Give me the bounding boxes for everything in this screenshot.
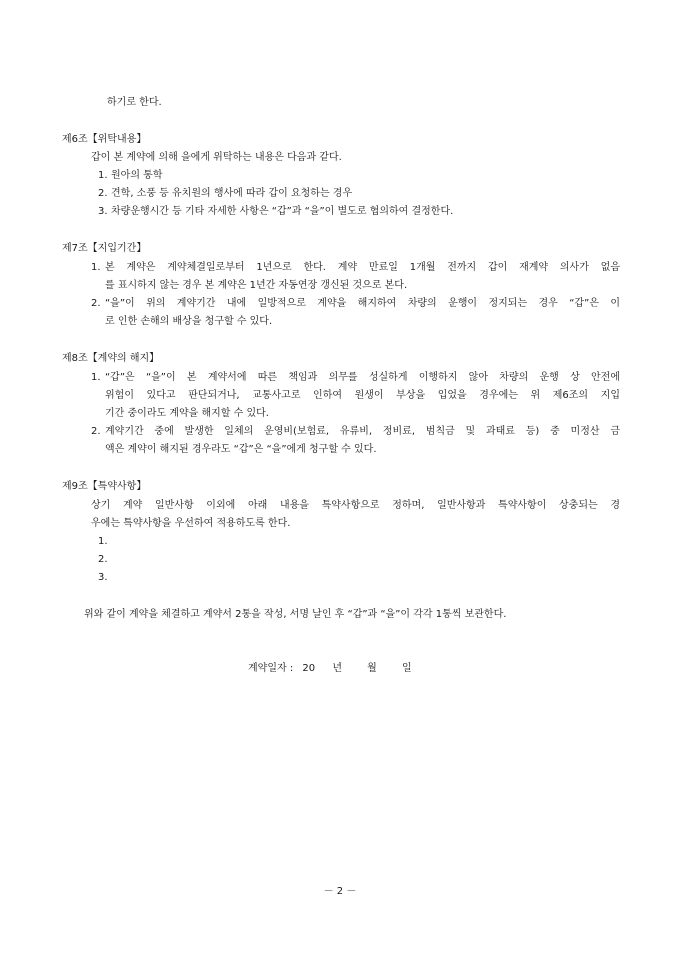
article-9-intro-line-2: 우에는 특약사항을 우선하여 적용하도록 한다. bbox=[91, 518, 291, 529]
article-6-item-3-text: 차량운행시간 등 기타 자세한 사항은 “갑”과 “을”이 별도로 협의하여 결정한다. bbox=[111, 206, 454, 217]
article-9-intro-line-1: 상기 계약 일반사항 이외에 아래 내용을 특약사항으로 정하며, 일반사항과 특약사항이 상충되는 경 bbox=[91, 500, 620, 511]
contract-date-month-unit: 월 bbox=[367, 663, 377, 674]
article-8-item-2-num: 2. bbox=[91, 426, 101, 437]
article-6-intro: 갑이 본 계약에 의해 을에게 위탁하는 내용은 다음과 같다. bbox=[91, 152, 342, 163]
article-6-title: 제6조【위탁내용】 bbox=[62, 134, 147, 145]
article-8-item-2-line-2: 액은 계약이 해지된 경우라도 “갑”은 “을”에게 청구할 수 있다. bbox=[105, 444, 377, 455]
article-6-item-1-text: 원아의 통학 bbox=[111, 170, 163, 181]
article-7-title: 제7조【지입기간】 bbox=[62, 243, 147, 254]
article-6-item-3-num: 3. bbox=[98, 206, 108, 217]
article-6-item-1-num: 1. bbox=[98, 170, 108, 181]
article-8-item-2-line-1: 계약기간 중에 발생한 일체의 운영비(보험료, 유류비, 정비료, 범칙금 및 과태료 등) 중 미정산 금 bbox=[105, 426, 620, 437]
article-8-item-1-line-3: 기간 중이라도 계약을 해지할 수 있다. bbox=[105, 408, 269, 419]
page-number: － 2 － bbox=[323, 886, 357, 897]
contract-date-label: 계약일자 : bbox=[248, 663, 294, 674]
contract-date bbox=[248, 662, 412, 676]
article-9-title: 제9조【특약사항】 bbox=[62, 481, 147, 492]
article-8-item-1-num: 1. bbox=[91, 372, 101, 383]
contract-date-year-prefix: 20 bbox=[302, 663, 316, 674]
contract-date-day-unit: 일 bbox=[402, 663, 412, 674]
article-9-item-1-num: 1. bbox=[98, 536, 108, 547]
article-6-item-2-text: 견학, 소풍 등 유치원의 행사에 따라 갑이 요청하는 경우 bbox=[111, 188, 353, 199]
continuation-text: 하기로 한다. bbox=[107, 97, 162, 108]
article-8-item-1-line-2: 위험이 있다고 판단되거나, 교통사고로 인하여 원생이 부상을 입었을 경우에는 위 제6조의 지입 bbox=[105, 390, 620, 401]
article-7-item-1-num: 1. bbox=[91, 262, 101, 273]
article-8-item-1-line-1: “갑”은 “을”이 본 계약서에 따른 책임과 의무를 성실하게 이행하지 않아 차량의 운행 상 안전에 bbox=[105, 372, 620, 383]
article-7-item-2-line-2: 로 인한 손해의 배상을 청구할 수 있다. bbox=[105, 316, 273, 327]
article-7-item-2-num: 2. bbox=[91, 298, 101, 309]
article-7-item-1-line-1: 본 계약은 계약체결일로부터 1년으로 한다. 계약 만료일 1개월 전까지 갑이 재계약 의사가 없음 bbox=[105, 262, 620, 273]
closing-statement: 위와 같이 계약을 체결하고 계약서 2통을 작성, 서명 날인 후 “갑”과 “을”이 각각 1통씩 보관한다. bbox=[84, 609, 507, 620]
article-7-item-2-line-1: “을”이 위의 계약기간 내에 일방적으로 계약을 해지하여 차량의 운행이 정지되는 경우 “갑”은 이 bbox=[105, 298, 620, 309]
article-6-item-2-num: 2. bbox=[98, 188, 108, 199]
article-7-item-1-line-2: 를 표시하지 않는 경우 본 계약은 1년간 자동연장 갱신된 것으로 본다. bbox=[105, 280, 408, 291]
article-9-item-2-num: 2. bbox=[98, 554, 108, 565]
contract-date-year-unit: 년 bbox=[332, 663, 342, 674]
article-8-title: 제8조【계약의 해지】 bbox=[62, 353, 160, 364]
article-9-item-3-num: 3. bbox=[98, 572, 108, 583]
